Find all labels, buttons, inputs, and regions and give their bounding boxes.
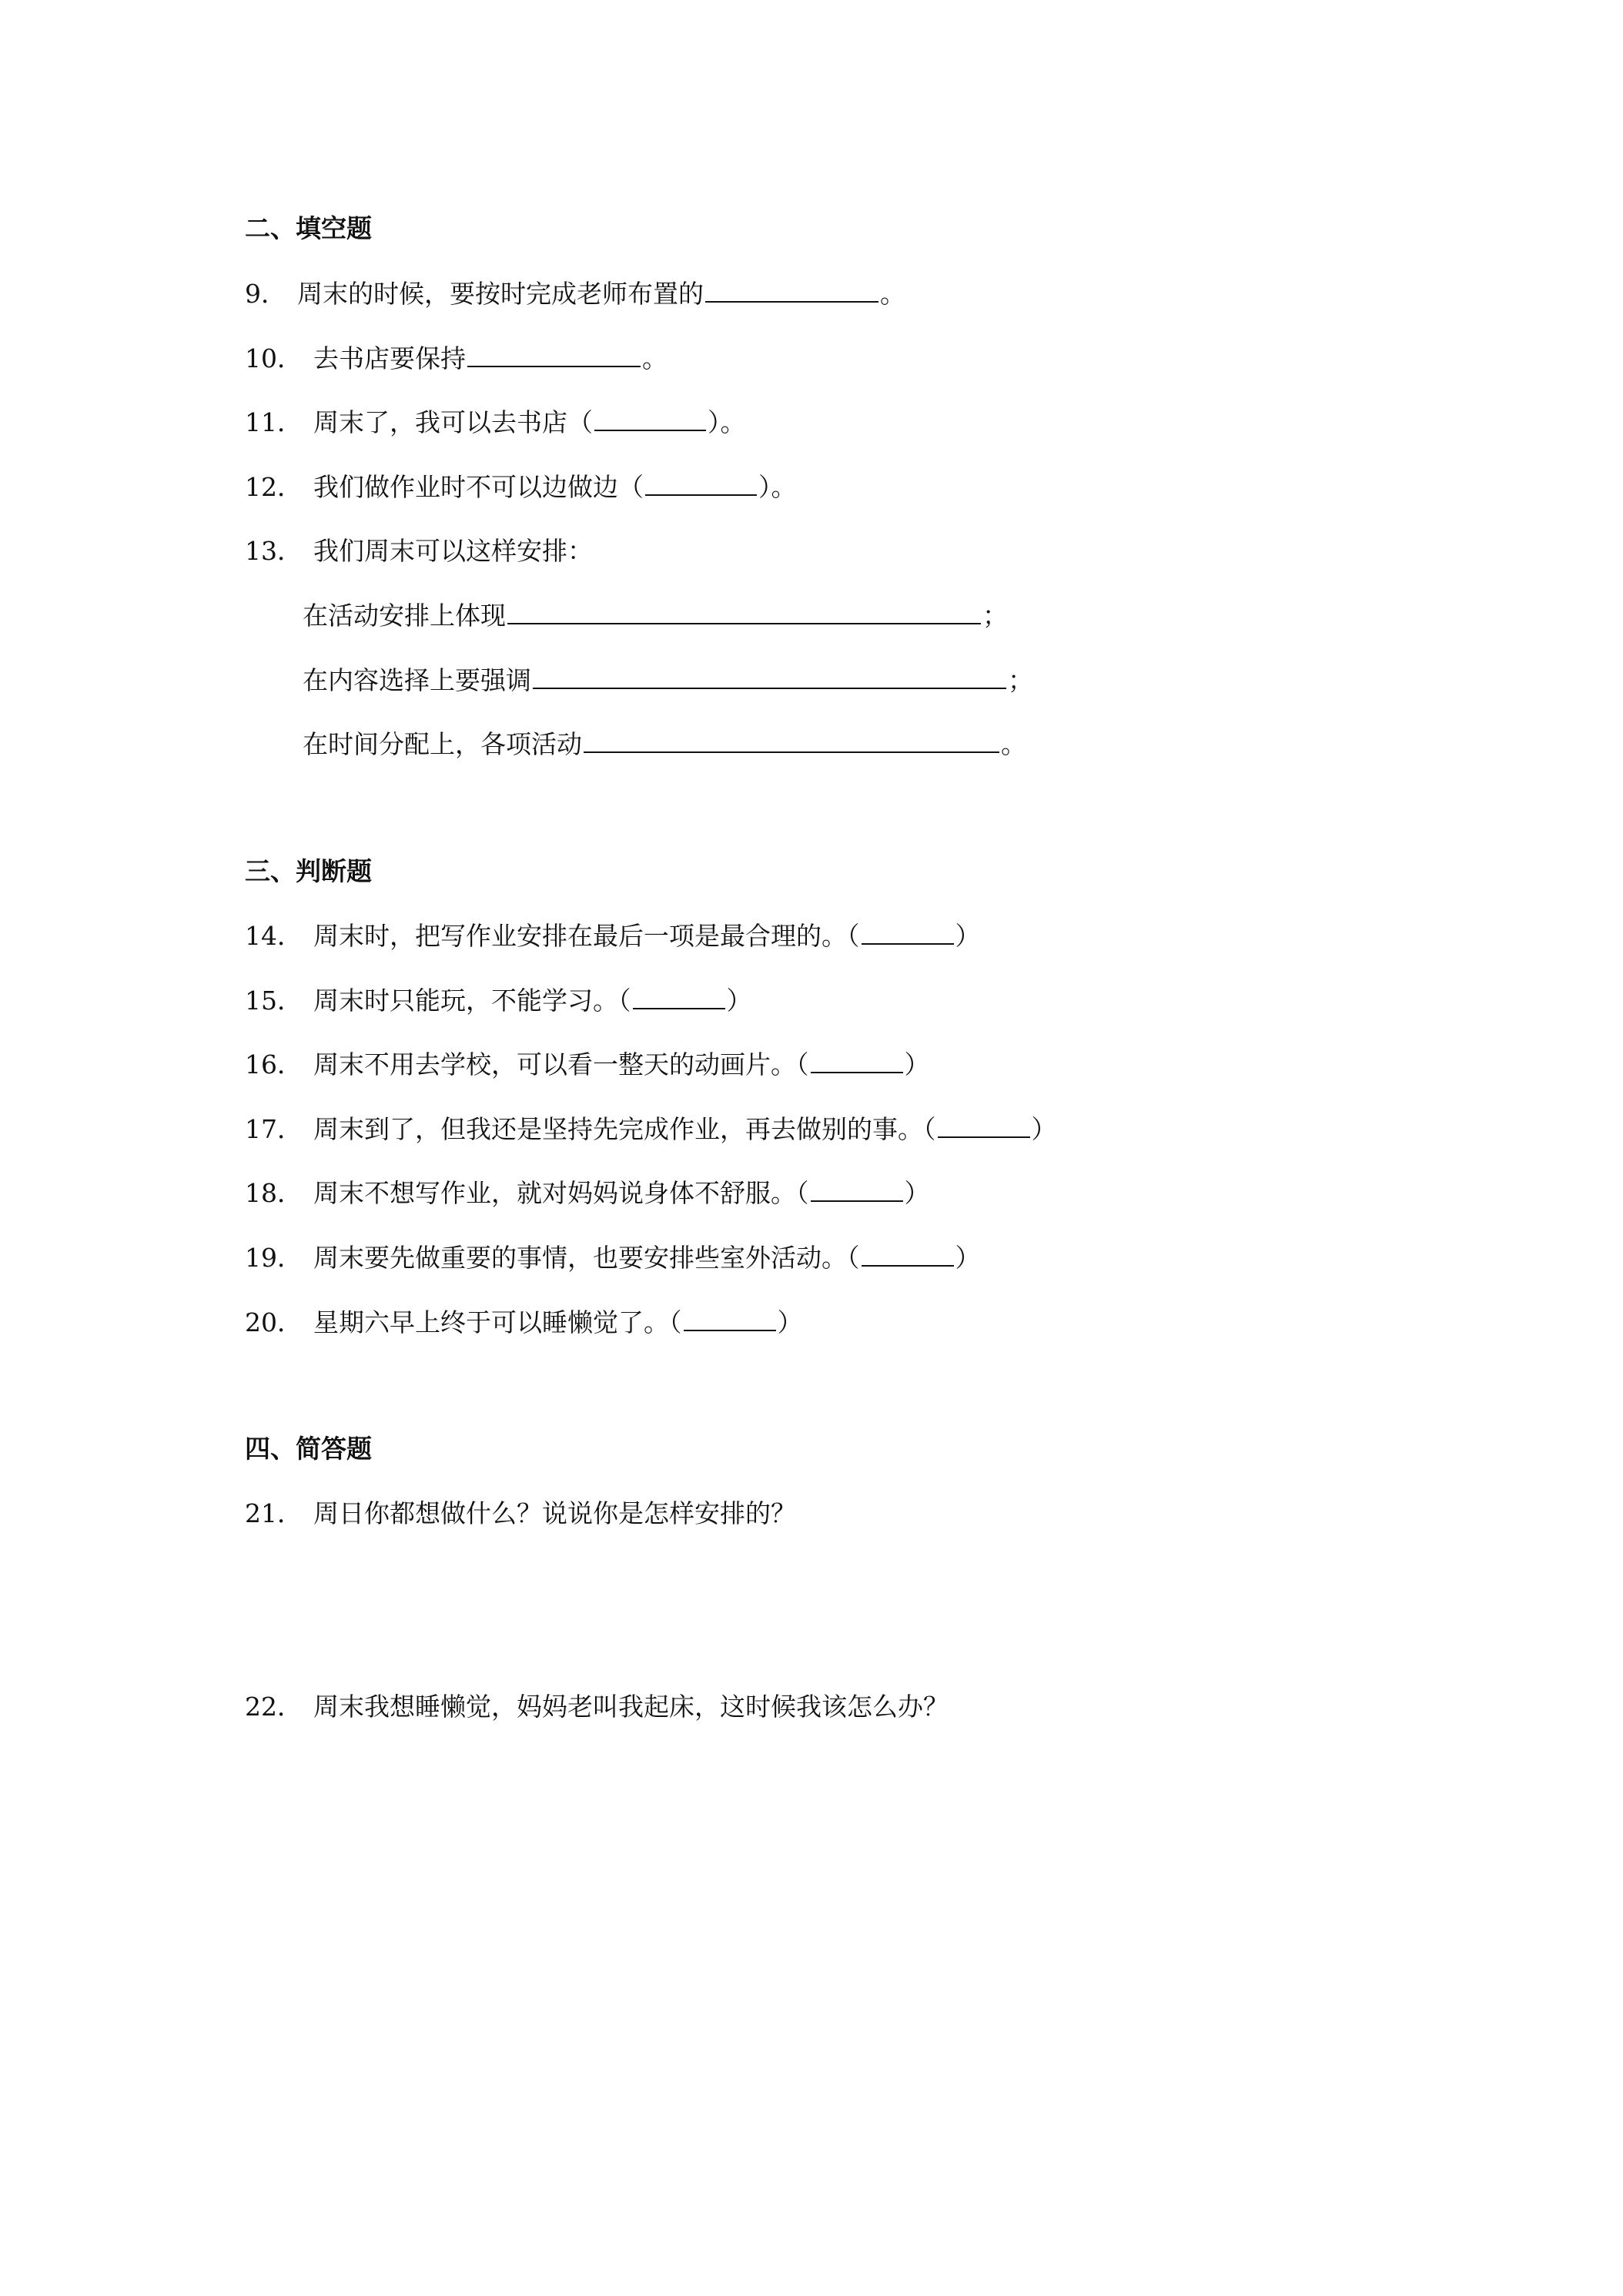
question-number: 21． [245, 1498, 303, 1528]
question-number: 14． [245, 921, 303, 951]
question-text-end: ） [1031, 1114, 1057, 1144]
question-number: 16． [245, 1049, 303, 1079]
section-title-short: 四、简答题 [245, 1434, 372, 1464]
question-number: 19． [245, 1243, 303, 1273]
answer-blank[interactable] [467, 343, 641, 367]
question-text: 周末不用去学校，可以看一整天的动画片。（ [313, 1049, 809, 1079]
question-20 [245, 1306, 803, 1340]
question-text-end: 。 [880, 279, 905, 309]
question-13-sub-2 [303, 664, 1033, 698]
sub-text-end: ； [982, 601, 1008, 631]
question-text: 周末时只能玩，不能学习。（ [313, 986, 631, 1016]
question-13 [245, 534, 593, 568]
answer-blank[interactable] [584, 728, 999, 753]
question-17 [245, 1113, 1057, 1146]
question-number: 22． [245, 1692, 303, 1722]
question-text: 周末我想睡懒觉，妈妈老叫我起床，这时候我该怎么办？ [313, 1692, 949, 1722]
question-10 [245, 342, 668, 376]
question-12 [245, 470, 797, 504]
question-number: 18． [245, 1178, 303, 1208]
section-title-judge: 三、判断题 [245, 856, 372, 886]
question-text-end: ） [904, 1178, 930, 1208]
question-number: 11． [245, 407, 303, 437]
question-text-end: ） [955, 921, 981, 951]
question-number: 10． [245, 343, 303, 373]
answer-blank[interactable] [705, 278, 878, 303]
sub-text: 在活动安排上体现 [303, 601, 506, 631]
question-text: 我们做作业时不可以边做边（ [313, 472, 644, 502]
question-15 [245, 984, 752, 1018]
question-text: 周日你都想做什么？说说你是怎样安排的？ [313, 1498, 796, 1528]
question-text: 周末的时候，要按时完成老师布置的 [297, 279, 704, 309]
question-text-end: ） [955, 1243, 981, 1273]
section-title-fill: 二、填空题 [245, 213, 372, 243]
question-text-end: ） [904, 1049, 930, 1079]
answer-blank[interactable] [862, 920, 954, 945]
question-11 [245, 406, 746, 440]
question-number: 9． [245, 279, 286, 309]
question-text: 去书店要保持 [313, 343, 466, 373]
answer-blank[interactable] [684, 1307, 776, 1331]
question-22 [245, 1690, 949, 1724]
question-14 [245, 919, 981, 953]
question-text: 周末不想写作业，就对妈妈说身体不舒服。（ [313, 1178, 809, 1208]
sub-text: 在内容选择上要强调 [303, 665, 531, 695]
sub-text: 在时间分配上，各项活动 [303, 729, 582, 759]
answer-blank[interactable] [533, 664, 1006, 689]
question-13-sub-3 [303, 728, 1026, 761]
answer-blank[interactable] [811, 1177, 903, 1202]
answer-blank[interactable] [645, 471, 757, 496]
question-18 [245, 1176, 930, 1210]
question-number: 17． [245, 1114, 303, 1144]
question-text-end: ）。 [758, 472, 797, 502]
question-number: 20． [245, 1307, 303, 1337]
question-19 [245, 1241, 981, 1275]
question-9 [245, 277, 905, 311]
question-text: 我们周末可以这样安排： [313, 536, 593, 566]
answer-blank[interactable] [811, 1049, 903, 1073]
question-21 [245, 1497, 796, 1531]
question-text: 周末要先做重要的事情，也要安排些室外活动。（ [313, 1243, 860, 1273]
question-text-end: ） [777, 1307, 803, 1337]
answer-blank[interactable] [633, 985, 725, 1009]
question-text: 周末到了，但我还是坚持先完成作业，再去做别的事。（ [313, 1114, 936, 1144]
question-text-end: 。 [642, 343, 668, 373]
question-number: 13． [245, 536, 303, 566]
question-text: 周末了，我可以去书店（ [313, 407, 593, 437]
question-text-end: ） [726, 986, 752, 1016]
question-number: 15． [245, 986, 303, 1016]
sub-text-end: ； [1008, 665, 1033, 695]
sub-text-end: 。 [1001, 729, 1026, 759]
question-number: 12． [245, 472, 303, 502]
question-13-sub-1 [303, 599, 1008, 633]
answer-blank[interactable] [862, 1242, 954, 1267]
answer-blank[interactable] [507, 600, 981, 624]
question-text: 星期六早上终于可以睡懒觉了。（ [313, 1307, 682, 1337]
question-text-end: ）。 [708, 407, 746, 437]
question-16 [245, 1048, 930, 1082]
answer-blank[interactable] [594, 407, 706, 431]
question-text: 周末时，把写作业安排在最后一项是最合理的。（ [313, 921, 860, 951]
answer-blank[interactable] [938, 1113, 1030, 1138]
